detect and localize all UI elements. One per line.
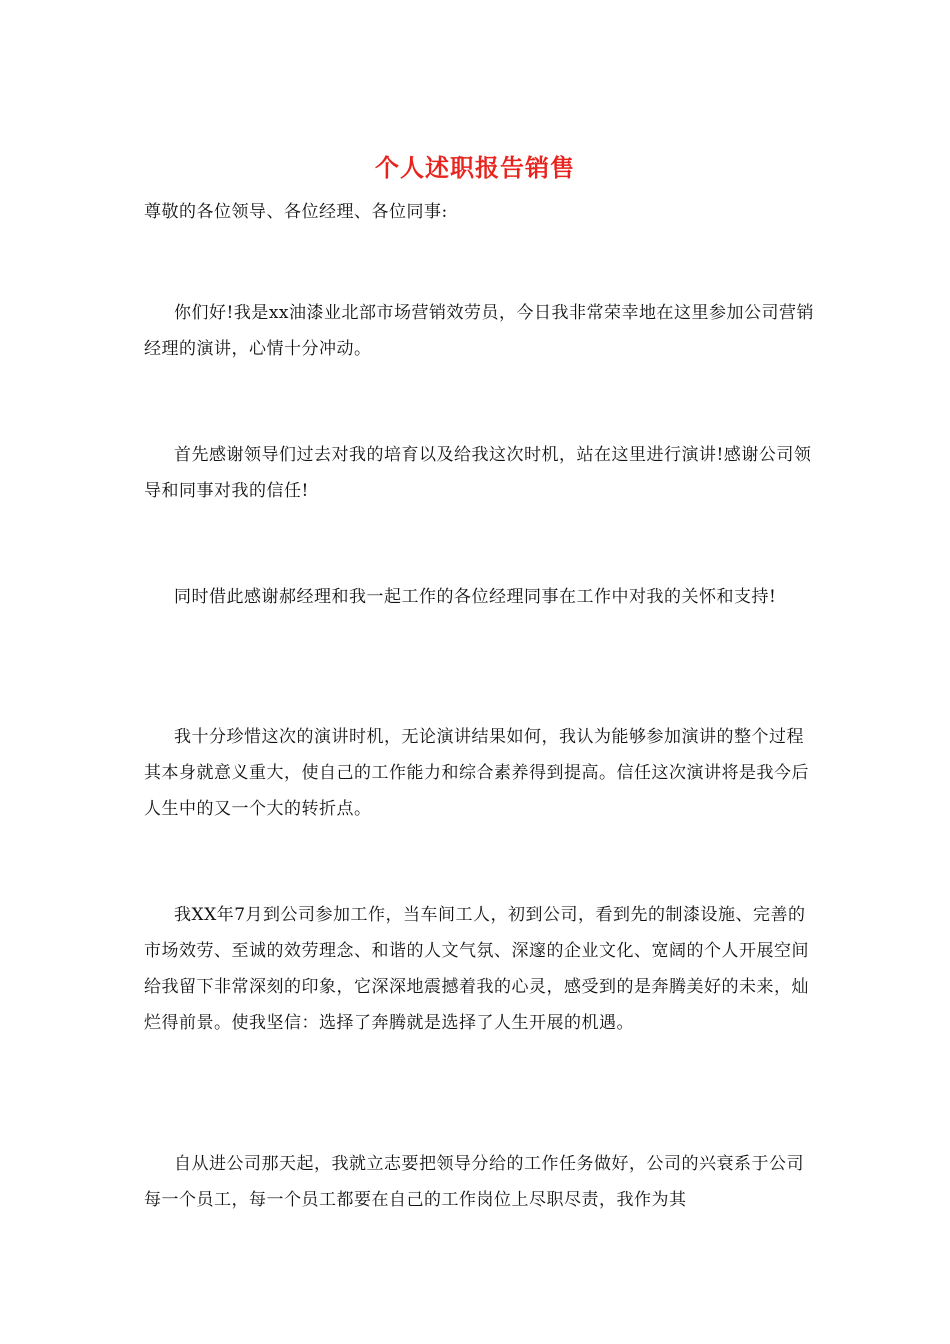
paragraph: 同时借此感谢郝经理和我一起工作的各位经理同事在工作中对我的关怀和支持! <box>174 587 777 607</box>
document-title: 个人述职报告销售 <box>375 153 575 182</box>
paragraph: 自从进公司那天起，我就立志要把领导分给的工作任务做好，公司的兴衰系于公司每一个员工，每一个员工都要在自己的工作岗位上尽职尽责，我作为其 <box>144 1154 804 1210</box>
paragraph: 我XX年7月到公司参加工作，当车间工人，初到公司，看到先的制漆设施、完善的市场效劳、至诚的效劳理念、和谐的人文气氛、深邃的企业文化、宽阔的个人开展空间给我留下非常深刻的印象，它深深地震撼着我的心灵，感受到的是奔腾美好的未来，灿烂得前景。使我坚信：选择了奔腾就是选择了人生开展的机遇。 <box>144 905 809 1033</box>
greeting-line: 尊敬的各位领导、各位经理、各位同事: <box>144 202 448 222</box>
paragraph: 我十分珍惜这次的演讲时机，无论演讲结果如何，我认为能够参加演讲的整个过程其本身就意义重大，使自己的工作能力和综合素养得到提高。信任这次演讲将是我今后人生中的又一个大的转折点。 <box>144 727 809 819</box>
paragraph: 首先感谢领导们过去对我的培育以及给我这次时机，站在这里进行演讲!感谢公司领导和同事对我的信任! <box>144 445 812 501</box>
paragraph: 你们好!我是xx油漆业北部市场营销效劳员，今日我非常荣幸地在这里参加公司营销经理的演讲，心情十分冲动。 <box>144 303 815 359</box>
